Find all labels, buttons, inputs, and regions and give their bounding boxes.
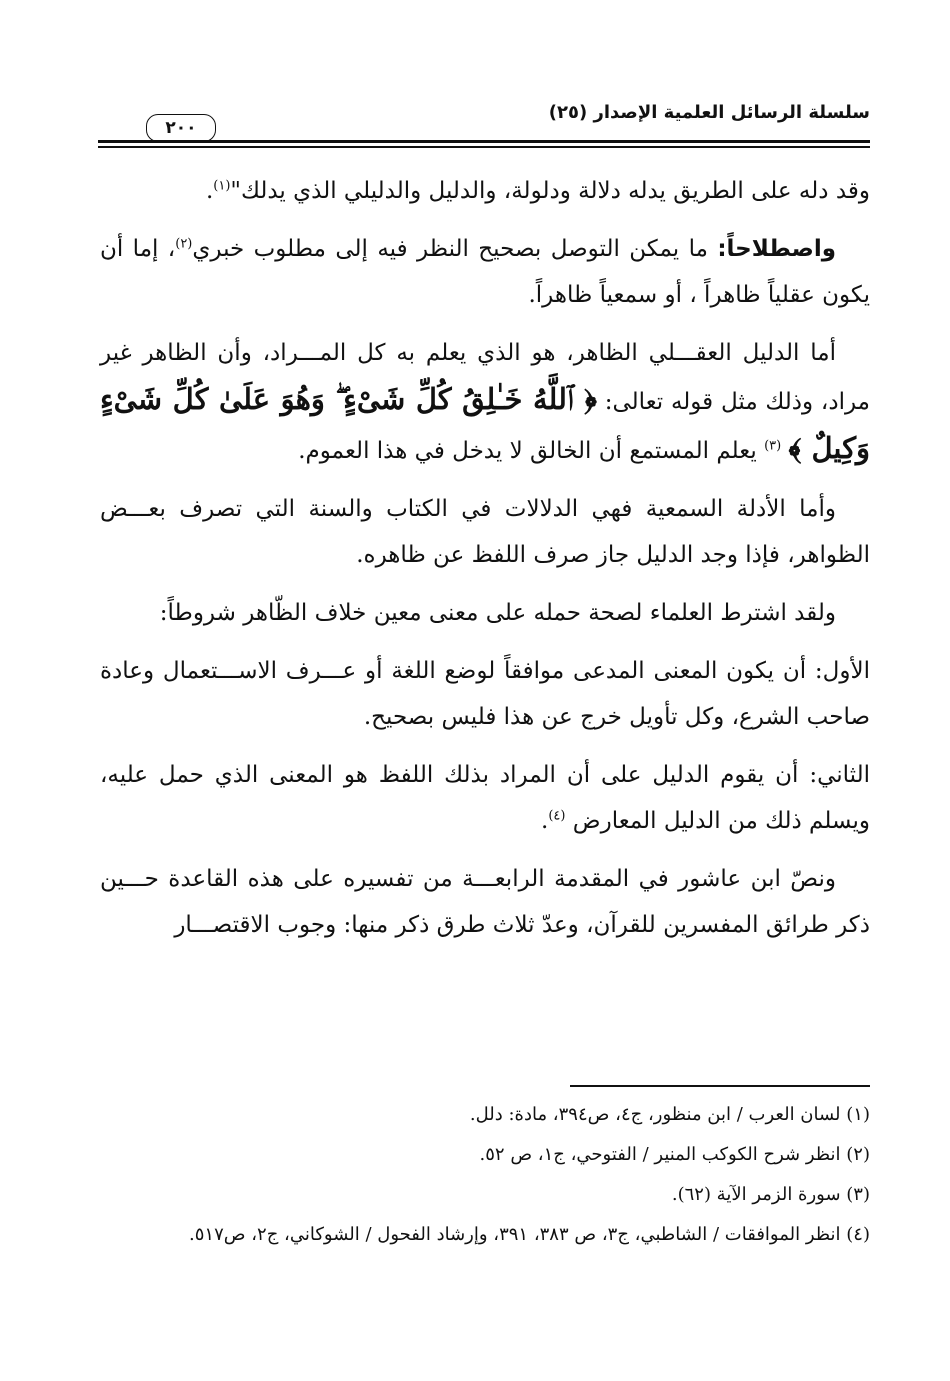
- footnote-4: (٤) انظر الموافقات / الشاطبي، ج٣، ص ٣٨٣، ٣٩١، وإرشاد الفحول / الشوكاني، ج٢، ص٥١٧.: [189, 1224, 870, 1245]
- footnote-ref-3: (٣): [764, 438, 782, 454]
- paragraph-2-text-b: ، إما أن يكون عقلياً ظاهراً ، أو سمعياً ظاهراً.: [100, 236, 870, 308]
- footnote-ref-2: (٢): [175, 236, 193, 252]
- paragraph-1-text: وقد دله على الطريق يدله دلالة ودلولة، والدليل والدليلي الذي يدلك": [230, 178, 870, 204]
- page-number-box: [146, 114, 216, 142]
- footnote-separator: [570, 1085, 870, 1087]
- paragraph-2: [100, 226, 870, 318]
- paragraph-3-text-a: أما الدليل العقـــلي الظاهر، هو الذي يعلم به كل المـــراد، وأن الظاهر غير مراد، وذلك مثل قوله تعالى:: [100, 340, 870, 415]
- paragraph-3: [100, 330, 870, 474]
- page-header: [98, 96, 870, 156]
- header-rule-thick: [98, 140, 870, 143]
- quran-verse: ﴿ ٱللَّهُ خَـٰلِقُ كُلِّ شَىْءٍ ۖ وَهُوَ عَلَىٰ كُلِّ شَىْءٍ وَكِيلٌ ﴾: [100, 382, 870, 465]
- paragraph-2-text-a: ما يمكن التوصل بصحيح النظر فيه إلى مطلوب خبري: [192, 236, 718, 262]
- paragraph-7: الثاني: أن يقوم الدليل على أن المراد بذلك اللفظ هو المعنى الذي حمل عليه، ويسلم ذلك من الدليل المعارض $^{(٤)}$.: [100, 762, 870, 834]
- footnotes: [100, 1095, 870, 1255]
- paragraph-3-text-b: يعلم المستمع أن الخالق لا يدخل في هذا العموم.: [298, 438, 765, 464]
- footnote-1: (١) لسان العرب / ابن منظور، ج٤، ص٣٩٤، مادة: دلل.: [469, 1104, 870, 1125]
- footnote-ref-4: (٤): [548, 808, 566, 824]
- body-text: [100, 168, 870, 960]
- paragraph-8: ونصّ ابن عاشور في المقدمة الرابعـــة من تفسيره على هذه القاعدة حـــين ذكر طرائق المفسرين للقرآن، وعدّ ثلاث طرق ذكر منها: وجوب الاقتصـــار: [100, 866, 870, 938]
- series-title: سلسلة الرسائل العلمية الإصدار (٢٥): [548, 102, 870, 123]
- footnote-ref-1: (١): [213, 178, 231, 194]
- term-definition-label: واصطلاحاً:: [717, 236, 836, 262]
- paragraph-6: الأول: أن يكون المعنى المدعى موافقاً لوضع اللغة أو عـــرف الاســـتعمال وعادة صاحب الشرع، وكل تأويل خرج عن هذا فليس بصحيح.: [100, 658, 870, 730]
- footnote-2: (٢) انظر شرح الكوكب المنير / الفتوحي، ج١، ص ٥٢.: [479, 1144, 870, 1165]
- header-rule-thin: [98, 146, 870, 148]
- paragraph-1: وقد دله على الطريق يدله دلالة ودلولة، والدليل والدليلي الذي يدلك"$^{(١)}$.: [205, 178, 870, 204]
- paragraph-5: ولقد اشترط العلماء لصحة حمله على معنى معين خلاف الظّاهر شروطاً:: [159, 600, 836, 626]
- page-number: ٢٠٠: [165, 118, 197, 138]
- footnote-3: (٣) سورة الزمر الآية (٦٢).: [671, 1184, 870, 1205]
- paragraph-4: وأما الأدلة السمعية فهي الدلالات في الكتاب والسنة التي تصرف بعـــض الظواهر، فإذا وجد الدليل جاز صرف اللفظ عن ظاهره.: [100, 496, 870, 568]
- paragraph-7-text: الثاني: أن يقوم الدليل على أن المراد بذلك اللفظ هو المعنى الذي حمل عليه، ويسلم ذلك من الدليل المعارض: [100, 762, 870, 834]
